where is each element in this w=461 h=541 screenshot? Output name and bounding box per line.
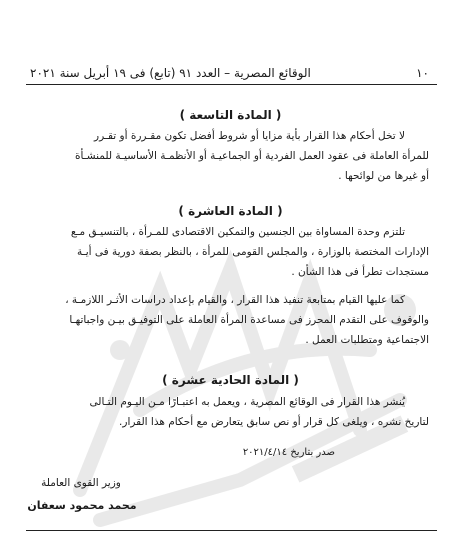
footer-rule [26, 530, 437, 531]
article-9-title: ( المادة التاسعة ) [179, 108, 282, 122]
article-11-title: ( المادة الحادية عشرة ) [162, 373, 299, 387]
article-10-line-4: كما عليها القيام بمتابعة تنفيذ هذا القرار ، والقيام بإعداد دراسات الأثـر اللازمـة ، [65, 294, 405, 306]
page-header [30, 66, 429, 80]
article-11-line-1: يُنشر هذا القرار فى الوقائع المصرية ، ويعمل به اعتبـارًا مـن اليـوم التـالى [89, 396, 405, 408]
issue-date: صدر بتاريخ ٢٠٢١/٤/١٤ [242, 447, 335, 458]
article-11-line-2: لتاريخ نشره ، ويلغى كل قرار أو نص سابق يتعارض مع أحكام هذا القرار. [119, 416, 429, 428]
article-10-line-3: مستجدات تطرأ فى هذا الشأن . [291, 266, 429, 278]
article-10-body [24, 222, 429, 282]
article-11-body [24, 392, 429, 432]
article-9-line-3: أو غيرها من لوائحها . [338, 170, 429, 182]
minister-title: وزير القوى العاملة [41, 477, 121, 489]
minister-name: محمد محمود سعفان [27, 499, 137, 512]
gazette-issue-line: الوقائع المصرية – العدد ٩١ (تابع) فى ١٩ أبريل سنة ٢٠٢١ [30, 66, 311, 80]
article-10-line-2: الإدارات المختصة بالوزارة ، والمجلس القومى للمرأة ، بالنظر بصفة دورية فى أيـة [76, 246, 429, 258]
article-10-line-1: تلتزم وحدة المساواة بين الجنسين والتمكين الاقتصادى للمـرأة ، بالتنسيـق مـع [70, 226, 405, 238]
article-9-body [24, 126, 429, 186]
page-number: ١٠ [416, 66, 429, 80]
article-10-body-2 [24, 290, 429, 350]
article-10-line-6: الاجتماعية ومتطلبات العمل . [305, 334, 429, 346]
article-9-line-2: للمرأة العاملة فى عقود العمل الفردية أو الجماعيـة أو الأنظمـة الأساسيـة للمنشـأة [74, 150, 429, 162]
article-10-line-5: والوقوف على التقدم المحرز فى مساعدة المرأة العاملة على التوفيـق بيـن واجباتهـا [69, 314, 429, 326]
article-9-line-1: لا تخل أحكام هذا القرار بأية مزايا أو شروط أفضل تكون مقـررة أو تقـرر [94, 130, 405, 142]
article-10-title: ( المادة العاشرة ) [178, 204, 283, 218]
header-rule [26, 84, 437, 85]
